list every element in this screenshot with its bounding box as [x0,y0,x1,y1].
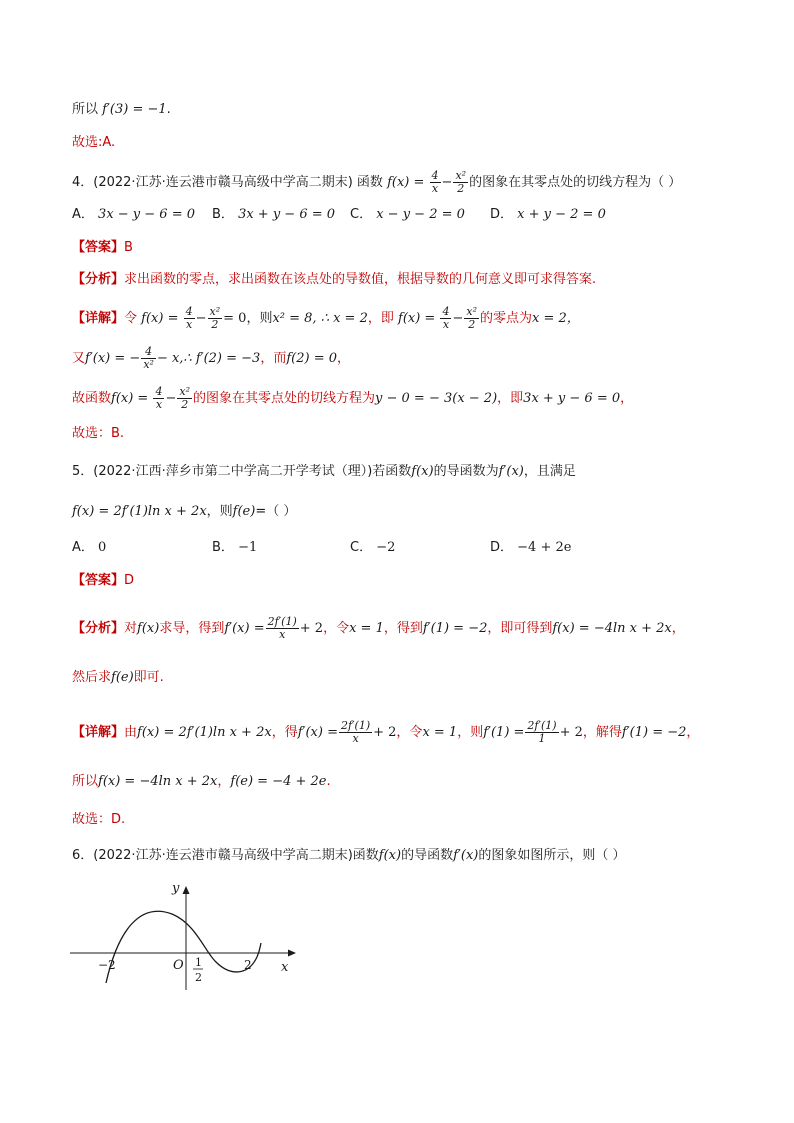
question-5-line2: f(x) = 2f′(1)ln x + 2x，则f(e)=（ ） [72,504,297,519]
origin-label: O [173,958,184,973]
choose-line-d: 故选：D. [72,812,126,827]
choose-line-b: 故选：B. [72,426,125,441]
answer-value: B [124,240,133,255]
option-a[interactable]: A． 3x − y − 6 = 0 [72,207,196,222]
question-number: 5． [72,464,94,479]
tick-half-num: 1 [195,956,202,969]
option-d[interactable]: D． x + y − 2 = 0 [490,207,606,222]
option-c[interactable]: C． x − y − 2 = 0 [350,207,465,222]
text: . [166,102,171,117]
x-label: x [281,960,289,975]
question-6: 6．(2022·江苏·连云港市赣马高级中学高二期末)函数f(x)的导函数f′(x)的图象如图所示，则（ ） [72,848,626,863]
question-source: (2022·江苏·连云港市赣马高级中学高二期末) [93,848,353,863]
option-c[interactable]: C． −2 [350,540,396,555]
y-axis-arrow-icon [183,886,190,894]
question-number: 6． [72,848,94,863]
answer-tag: 【答案】 [72,573,125,588]
question-number: 4． [72,175,94,190]
option-a[interactable]: A． 0 [72,540,107,555]
detail-5-line1: 【详解】由f(x) = 2f′(1)ln x + 2x，得f′(x) = $\frac{2f'(1)}{x}$ + 2，令x = 1，则f′(1) = $\frac{2f'(1)}{1}$ + 2，解得f′(1) = −2， [72,719,700,745]
answer-5 [72,571,134,591]
question-4 [72,170,681,195]
formula: f′(3) = −1 [102,102,167,117]
answer-4 [72,238,133,258]
option-d[interactable]: D． −4 + 2e [490,540,572,555]
tick-2: 2 [244,958,252,972]
answer-tag: 【答案】 [72,240,125,255]
x-axis-arrow-icon [288,950,296,957]
detail-4-line3: 故函数f(x) = $\frac{4}{x}$ − $\frac{\text{x²}}{2}$ 的图象在其零点处的切线方程为y − 0 = − 3(x − 2)，即3x + y − 6 = 0， [72,385,634,411]
analysis-4 [72,270,596,290]
fraction: $\frac{4}{x}$ [431,169,439,195]
analysis-5-line2: 然后求f(e)即可. [72,670,164,685]
operator: − [441,175,453,190]
text: 所以 [72,102,99,117]
tick-half-den: 2 [195,971,202,984]
question-5: 5．(2022·江西·萍乡市第二中学高二开学考试（理）)若函数f(x)的导函数为f′(x)，且满足 [72,464,576,479]
line-result [72,100,171,120]
answer-value: D [124,573,135,588]
text: 的图象在其零点处的切线方程为（ ） [469,175,682,190]
option-b[interactable]: B． 3x + y − 6 = 0 [212,207,336,222]
option-b[interactable]: B． −1 [212,540,258,555]
detail-tag: 【详解】 [72,725,125,740]
choose-line-a: 故选:A. [72,135,116,150]
analysis-tag: 【分析】 [72,621,125,636]
analysis-text: 求出函数的零点，求出函数在该点处的导数值，根据导数的几何意义即可求得答案. [124,272,597,287]
tick-neg2: −2 [98,958,116,972]
analysis-tag: 【分析】 [72,272,125,287]
detail-4-line2: 又f′(x) = − $\frac{4}{\text{x²}}$ − x,∴ f′(2) = −3，而f(2) = 0， [72,345,351,371]
detail-4-line1: 【详解】令 f(x) = $\frac{4}{x}$ − $\frac{\text{x²}}{2}$ = 0，则x² = 8, ∴ x = 2，即 f(x) = $\frac{4}{x}$ − $\frac{\text{x²}}{2}$ 的零点为x = 2， [72,305,580,331]
derivative-graph [70,882,300,992]
detail-5-line2: 所以f(x) = −4ln x + 2x，f(e) = −4 + 2e. [72,774,331,789]
formula: f(x) = [387,175,425,190]
question-source: (2022·江西·萍乡市第二中学高二开学考试（理）) [93,464,373,479]
analysis-5-line1: 【分析】对f(x)求导，得到f′(x) = $\frac{2f'(1)}{x}$ + 2，令x = 1，得到f′(1) = −2，即可得到f(x) = −4ln x + 2x， [72,615,685,641]
fraction: $\frac{\text{x²}}{2}$ [455,169,467,195]
text: 函数 [356,175,383,190]
y-label: y [172,882,180,896]
detail-tag: 【详解】 [72,311,125,326]
question-source: (2022·江苏·连云港市赣马高级中学高二期末) [93,175,353,190]
